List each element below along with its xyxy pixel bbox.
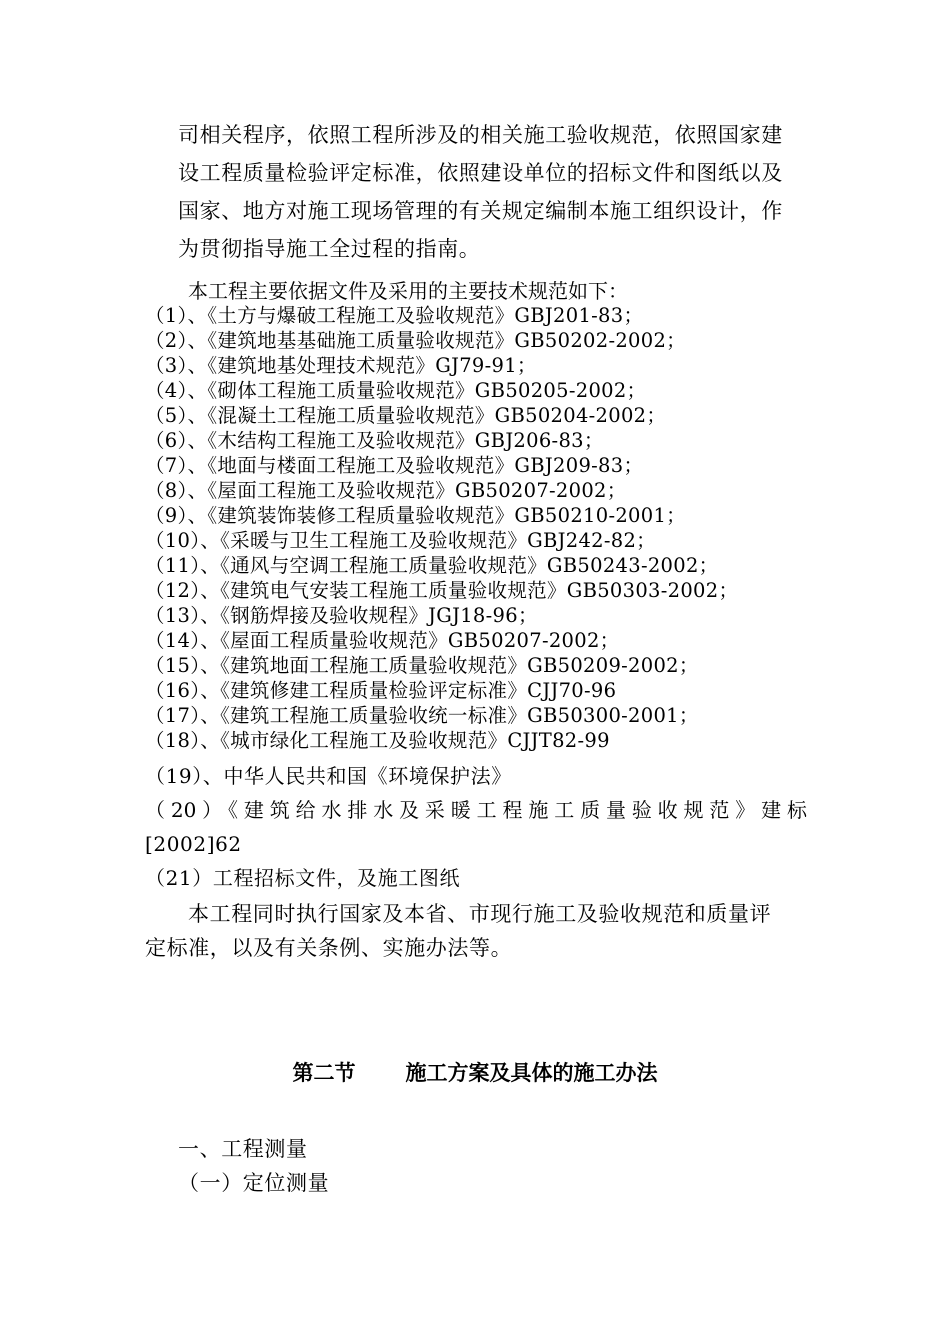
reference-item-21: （21）工程招标文件，及施工图纸 [145,866,461,890]
subheading-survey: 一、工程测量 [178,1137,308,1161]
reference-item: （6）、《木结构工程施工及验收规范》GBJ206-83； [145,429,604,452]
references-intro: 本工程主要依据文件及采用的主要技术规范如下： [188,279,628,303]
reference-item: （13）、《钢筋焊接及验收规程》JGJ18-96； [145,604,538,627]
reference-item: （4）、《砌体工程施工质量验收规范》GB50205-2002； [145,379,647,402]
reference-item: （5）、《混凝土工程施工质量验收规范》GB50204-2002； [145,404,667,427]
reference-item: （3）、《建筑地基处理技术规范》GJ79-91； [145,354,537,377]
section-title: 施工方案及具体的施工办法 [405,1061,658,1085]
intro-line-2: 设工程质量检验评定标准，依照建设单位的招标文件和图纸以及 [178,161,783,185]
closing-line-2: 定标准，以及有关条例、实施办法等。 [145,936,513,960]
reference-item: （2）、《建筑地基基础施工质量验收规范》GB50202-2002； [145,329,686,352]
reference-item: （17）、《建筑工程施工质量验收统一标准》GB50300-2001； [145,704,699,727]
reference-item: （11）、《通风与空调工程施工质量验收规范》GB50243-2002； [145,554,719,577]
closing-line-1: 本工程同时执行国家及本省、市现行施工及验收规范和质量评 [188,902,772,926]
reference-item: （1）、《土方与爆破工程施工及验收规范》GBJ201-83； [145,304,644,327]
reference-item: （15）、《建筑地面工程施工质量验收规范》GB50209-2002； [145,654,699,677]
section-number: 第二节 [292,1061,356,1085]
reference-item: （7）、《地面与楼面工程施工及验收规范》GBJ209-83； [145,454,644,477]
intro-line-3: 国家、地方对施工现场管理的有关规定编制本施工组织设计，作 [178,199,783,223]
intro-line-4: 为贯彻指导施工全过程的指南。 [178,237,481,261]
reference-item-20-code: [2002]62 [145,832,242,856]
subheading-positioning: （一）定位测量 [178,1171,330,1195]
reference-item-20: （20）《建筑给水排水及采暖工程施工质量验收规范》建标 [145,798,807,822]
reference-item: （12）、《建筑电气安装工程施工质量验收规范》GB50303-2002； [145,579,739,602]
reference-item: （14）、《屋面工程质量验收规范》GB50207-2002； [145,629,620,652]
reference-item: （18）、《城市绿化工程施工及验收规范》CJJT82-99 [145,729,610,752]
reference-item: （8）、《屋面工程施工及验收规范》GB50207-2002； [145,479,627,502]
reference-item: （10）、《采暖与卫生工程施工及验收规范》GBJ242-82； [145,529,656,552]
section-heading [0,1061,950,1085]
reference-item-19: （19）、中华人民共和国《环境保护法》 [145,764,512,788]
reference-item: （16）、《建筑修建工程质量检验评定标准》CJJ70-96 [145,679,617,702]
intro-line-1: 司相关程序，依照工程所涉及的相关施工验收规范，依照国家建 [178,123,783,147]
reference-item: （9）、《建筑装饰装修工程质量验收规范》GB50210-2001； [145,504,686,527]
